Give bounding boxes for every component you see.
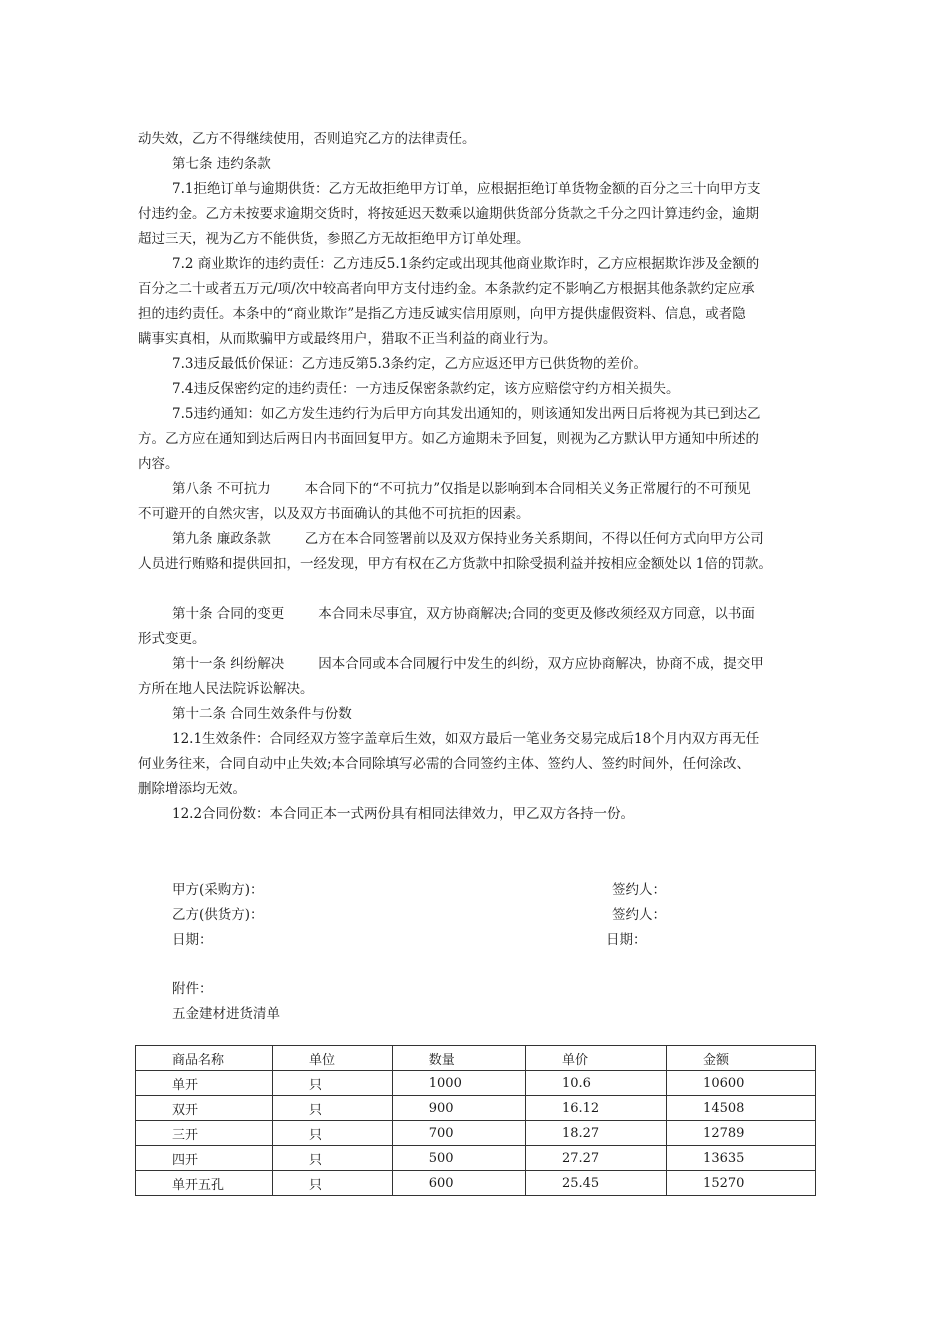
text-line: 12.2合同份数：本合同正本一式两份具有相同法律效力，甲乙双方各持一份。 <box>172 806 635 822</box>
text-line: 付违约金。乙方未按要求逾期交货时，将按延迟天数乘以逾期供货部分货款之千分之四计算违约金，逾期 <box>138 206 759 222</box>
text-line: 百分之二十或者五万元/项/次中较高者向甲方支付违约金。本条款约定不影响乙方根据其他条款约定应承 <box>138 281 755 297</box>
table-header-row <box>136 1046 816 1071</box>
text-line: 方所在地人民法院诉讼解决。 <box>138 681 314 697</box>
table-row <box>136 1071 816 1096</box>
table-cell: 1000 <box>392 1071 525 1096</box>
table-row <box>136 1146 816 1171</box>
col-header: 商品名称 <box>136 1046 273 1071</box>
text-line: 内容。 <box>138 456 179 472</box>
article-8-heading: 第八条 不可抗力 <box>172 481 271 497</box>
table-cell: 10600 <box>667 1071 816 1096</box>
table-cell: 25.45 <box>525 1171 666 1196</box>
text-line: 7.4违反保密约定的违约责任：一方违反保密条款约定，该方应赔偿守约方相关损失。 <box>172 381 680 397</box>
article-7-heading: 第七条 违约条款 <box>172 156 271 172</box>
article-8-line <box>172 481 828 497</box>
table-cell: 只 <box>273 1146 393 1171</box>
attachment-title: 五金建材进货清单 <box>172 1006 280 1022</box>
col-header: 数量 <box>392 1046 525 1071</box>
article-9-line <box>172 531 828 547</box>
table-row <box>136 1121 816 1146</box>
table-cell: 16.12 <box>525 1096 666 1121</box>
text-line: 超过三天，视为乙方不能供货，参照乙方无故拒绝甲方订单处理。 <box>138 231 530 247</box>
table-row <box>136 1171 816 1196</box>
table-cell: 只 <box>273 1171 393 1196</box>
article-11-text: 因本合同或本合同履行中发生的纠纷，双方应协商解决，协商不成，提交甲 <box>318 656 764 672</box>
table-cell: 双开 <box>136 1096 273 1121</box>
article-10-heading: 第十条 合同的变更 <box>172 606 285 622</box>
article-12-heading: 第十二条 合同生效条件与份数 <box>172 706 352 722</box>
table-cell: 只 <box>273 1071 393 1096</box>
table-cell: 三开 <box>136 1121 273 1146</box>
table-cell: 14508 <box>667 1096 816 1121</box>
table-cell: 13635 <box>667 1146 816 1171</box>
table-cell: 700 <box>392 1121 525 1146</box>
date-left-label: 日期： <box>172 932 213 948</box>
col-header: 单价 <box>525 1046 666 1071</box>
goods-table <box>135 1045 816 1196</box>
table-cell: 27.27 <box>525 1146 666 1171</box>
table-cell: 只 <box>273 1096 393 1121</box>
party-b-label: 乙方(供货方)： <box>172 907 264 923</box>
table-cell: 只 <box>273 1121 393 1146</box>
text-line: 瞒事实真相，从而欺骗甲方或最终用户，猎取不正当利益的商业行为。 <box>138 331 557 347</box>
signer-a-label: 签约人： <box>612 882 666 898</box>
article-8-text: 本合同下的“不可抗力”仅指是以影响到本合同相关义务正常履行的不可预见 <box>304 481 751 497</box>
text-line: 形式变更。 <box>138 631 206 647</box>
text-line: 动失效，乙方不得继续使用，否则追究乙方的法律责任。 <box>138 131 476 147</box>
text-line: 方。乙方应在通知到达后两日内书面回复甲方。如乙方逾期未予回复，则视为乙方默认甲方通知中所述的 <box>138 431 759 447</box>
text-line: 担的违约责任。本条中的“商业欺诈”是指乙方违反诚实信用原则，向甲方提供虚假资料、信息，或者隐 <box>138 306 746 322</box>
table-cell: 10.6 <box>525 1071 666 1096</box>
text-line: 7.1拒绝订单与逾期供货：乙方无故拒绝甲方订单，应根据拒绝订单货物金额的百分之三十向甲方支 <box>172 181 761 197</box>
table-cell: 四开 <box>136 1146 273 1171</box>
table-cell: 12789 <box>667 1121 816 1146</box>
article-11-line <box>172 656 828 672</box>
article-10-line <box>172 606 828 622</box>
date-right-label: 日期： <box>606 932 647 948</box>
table-cell: 15270 <box>667 1171 816 1196</box>
table-cell: 单开五孔 <box>136 1171 273 1196</box>
article-9-text: 乙方在本合同签署前以及双方保持业务关系期间，不得以任何方式向甲方公司 <box>304 531 764 547</box>
article-10-text: 本合同未尽事宜，双方协商解决;合同的变更及修改须经双方同意，以书面 <box>318 606 755 622</box>
article-9-heading: 第九条 廉政条款 <box>172 531 271 547</box>
signer-b-label: 签约人： <box>612 907 666 923</box>
table-cell: 单开 <box>136 1071 273 1096</box>
table-cell: 500 <box>392 1146 525 1171</box>
text-line: 不可避开的自然灾害，以及双方书面确认的其他不可抗拒的因素。 <box>138 506 530 522</box>
text-line: 7.2 商业欺诈的违约责任：乙方违反5.1条约定或出现其他商业欺诈时，乙方应根据欺诈涉及金额的 <box>172 256 760 272</box>
text-line: 何业务往来，合同自动中止失效;本合同除填写必需的合同签约主体、签约人、签约时间外，任何涂改、 <box>138 756 751 772</box>
text-line: 7.5违约通知：如乙方发生违约行为后甲方向其发出通知的，则该通知发出两日后将视为其已到达乙 <box>172 406 761 422</box>
table-cell: 900 <box>392 1096 525 1121</box>
text-line: 人员进行贿赂和提供回扣，一经发现，甲方有权在乙方货款中扣除受损利益并按相应金额处以 1倍的罚款。 <box>138 556 772 572</box>
table-cell: 18.27 <box>525 1121 666 1146</box>
attachment-label: 附件： <box>172 981 213 997</box>
col-header: 金额 <box>667 1046 816 1071</box>
col-header: 单位 <box>273 1046 393 1071</box>
table-cell: 600 <box>392 1171 525 1196</box>
party-a-label: 甲方(采购方)： <box>172 882 264 898</box>
text-line: 12.1生效条件：合同经双方签字盖章后生效，如双方最后一笔业务交易完成后18个月内双方再无任 <box>172 731 760 747</box>
article-11-heading: 第十一条 纠纷解决 <box>172 656 285 672</box>
text-line: 7.3违反最低价保证：乙方违反第5.3条约定，乙方应返还甲方已供货物的差价。 <box>172 356 647 372</box>
text-line: 删除增添均无效。 <box>138 781 246 797</box>
table-row <box>136 1096 816 1121</box>
